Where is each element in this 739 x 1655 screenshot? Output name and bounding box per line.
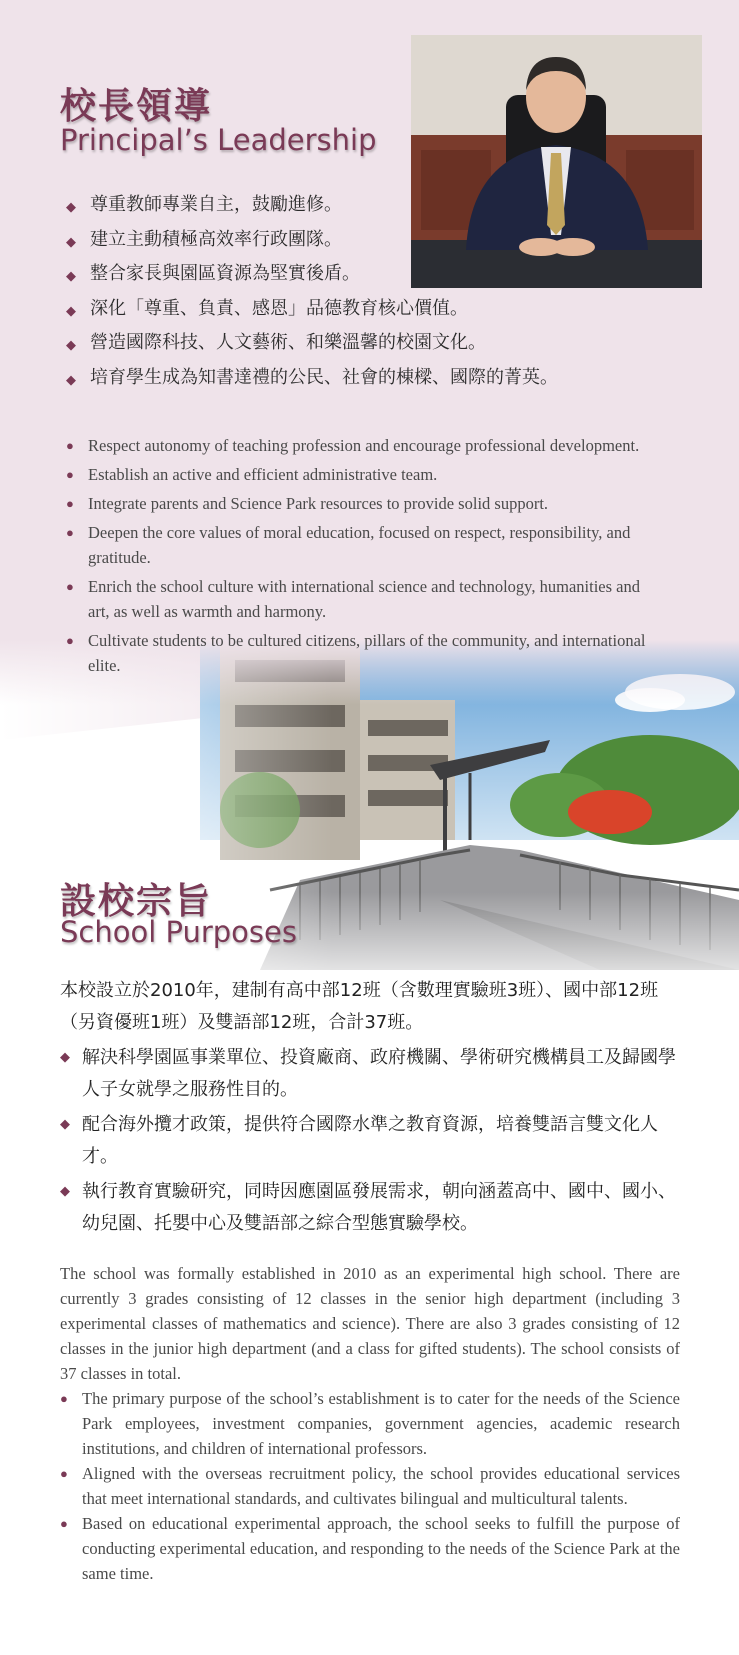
list-item: ◆ 建立主動積極高效率行政團隊。 <box>64 229 664 251</box>
dot-bullet-icon: ● <box>66 633 74 648</box>
list-item: ● Aligned with the overseas recruitment policy, the school provides educational services that meet international standards, and cultivates bilingual and multicultural talents. <box>60 1461 680 1511</box>
list-item: ● Cultivate students to be cultured citizens, pillars of the community, and international elite. <box>64 628 664 678</box>
diamond-bullet-icon: ◆ <box>66 303 76 319</box>
leadership-list-zh <box>64 194 664 401</box>
list-item: ● Based on educational experimental approach, the school seeks to fulfill the purpose of conducting experimental education, and responding to the needs of the Science Park at the same time. <box>60 1511 680 1586</box>
leadership-title-en: Principal’s Leadership <box>60 123 377 157</box>
list-item: ● Respect autonomy of teaching profession and encourage professional development. <box>64 433 664 458</box>
list-item: ◆ 整合家長與園區資源為堅實後盾。 <box>64 263 664 285</box>
list-item: ◆ 執行教育實驗研究，同時因應園區發展需求，朝向涵蓋高中、國中、國小、幼兒園、托嬰中心及雙語部之綜合型態實驗學校。 <box>60 1176 685 1240</box>
purposes-title-en: School Purposes <box>60 915 297 949</box>
leadership-title-zh: 校長領導 <box>60 86 213 127</box>
diamond-bullet-icon: ◆ <box>60 1184 70 1199</box>
diamond-bullet-icon: ◆ <box>66 338 76 353</box>
dot-bullet-icon: ● <box>66 438 74 453</box>
purposes-title-zh: 設校宗旨 <box>60 881 213 922</box>
diamond-bullet-icon: ◆ <box>66 234 76 250</box>
list-item: ◆ 培育學生成為知書達禮的公民、社會的棟樑、國際的菁英。 <box>64 367 664 389</box>
dot-bullet-icon: ● <box>60 1516 68 1531</box>
diamond-bullet-icon: ◆ <box>60 1050 70 1065</box>
list-item: ● Integrate parents and Science Park resources to provide solid support. <box>64 491 664 516</box>
dot-bullet-icon: ● <box>60 1466 68 1481</box>
purposes-intro-zh: 本校設立於2010年，建制有高中部12班（含數理實驗班3班）、國中部12班（另資優班1班）及雙語部12班，合計37班。 <box>60 980 659 1033</box>
diamond-bullet-icon: ◆ <box>66 200 76 215</box>
list-item: ● Establish an active and efficient administrative team. <box>64 462 664 487</box>
purposes-list-zh <box>60 1042 685 1243</box>
dot-bullet-icon: ● <box>66 579 74 594</box>
dot-bullet-icon: ● <box>66 525 74 540</box>
list-item: ◆ 營造國際科技、人文藝術、和樂溫馨的校園文化。 <box>64 332 664 354</box>
purposes-intro-en: The school was formally established in 2010 as an experimental high school. There are currently 3 grades consisting of 12 classes in the senior high department (including 3 experimental classes of mathematics and science). There are also 3 grades consisting of 12 classes in the junior high department (and a class for gifted students). The school consists of 37 classes in total. <box>60 1264 680 1383</box>
diamond-bullet-icon: ◆ <box>66 269 76 284</box>
list-item: ● Enrich the school culture with international science and technology, humanities and art, as well as warmth and harmony. <box>64 574 664 624</box>
dot-bullet-icon: ● <box>66 496 74 511</box>
list-item: ◆ 解決科學園區事業單位、投資廠商、政府機關、學術研究機構員工及歸國學人子女就學之服務性目的。 <box>60 1042 685 1106</box>
purposes-list-en <box>60 1386 680 1586</box>
dot-bullet-icon: ● <box>66 467 74 482</box>
dot-bullet-icon: ● <box>60 1391 68 1406</box>
list-item: ◆ 配合海外攬才政策，提供符合國際水準之教育資源，培養雙語言雙文化人才。 <box>60 1109 685 1173</box>
list-item: ◆ 深化「尊重、負責、感恩」品德教育核心價值。 <box>64 298 664 320</box>
diamond-bullet-icon: ◆ <box>66 372 76 388</box>
leadership-list-en <box>64 433 664 682</box>
list-item: ● Deepen the core values of moral education, focused on respect, responsibility, and gratitude. <box>64 520 664 570</box>
list-item: ◆ 尊重教師專業自主，鼓勵進修。 <box>64 194 664 216</box>
diamond-bullet-icon: ◆ <box>60 1117 70 1132</box>
list-item: ● The primary purpose of the school’s establishment is to cater for the needs of the Science Park employees, investment companies, government agencies, academic research institutions, and children of international professors. <box>60 1386 680 1461</box>
